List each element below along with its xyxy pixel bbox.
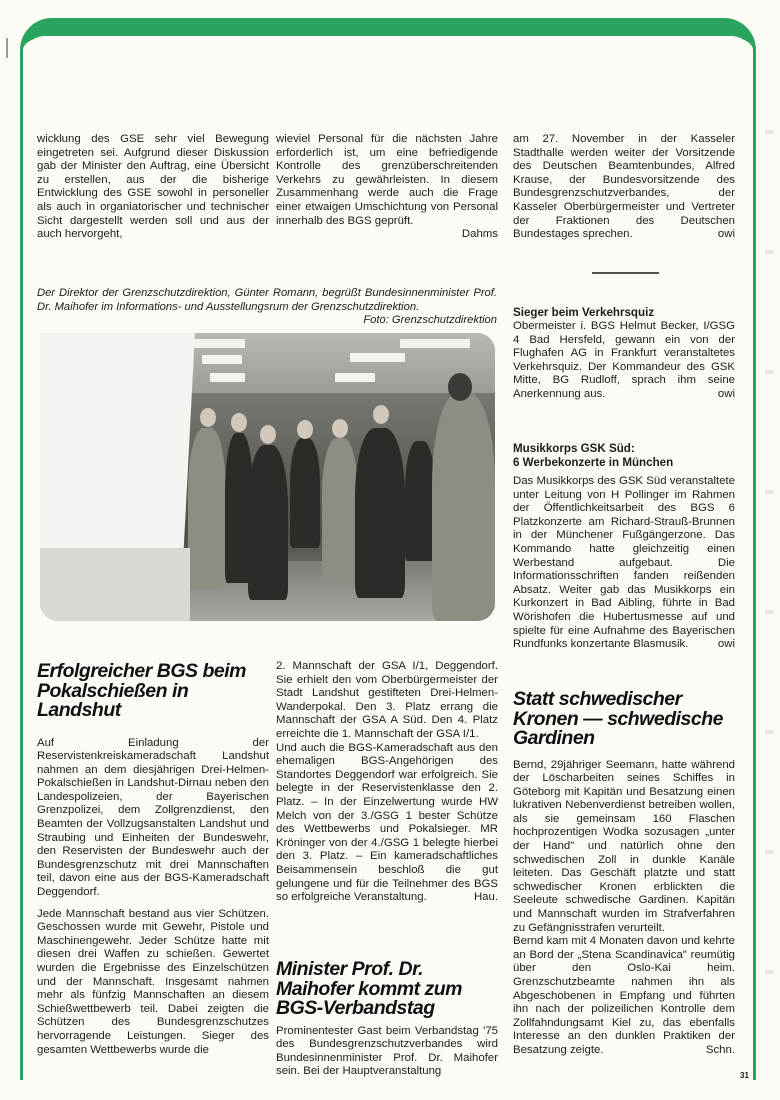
pokalschiessen-para2: Jede Mannschaft bestand aus vier Schützen. Geschossen wurde mit Gewehr, Pistole und Maschinengewehr. Jeder Schütze hatte mit diesen drei Waffen zu schießen. Gewertet wurden die Ergebnisse des Einzelschützen und der Mannschaft. Insgesamt nahmen mehr als fünfzig Mannschaften an diesem Schießwettbewerb teil. Dabei zeigten die Schützen des Bundesgrenzschutzes hervorragende Leistungen. Sieger des gesamten Wettbewerbs wurde die	[37, 907, 269, 1056]
news-photo	[40, 333, 495, 621]
continuation-text-1: wicklung des GSE sehr viel Bewegung eingetreten sei. Aufgrund dieser Diskussion gab der Minister den Auftrag, eine Übersicht zu erstellen, aus der die bisherige Entwicklung des GSE sowohl in personeller als auch in organiatorischer und technischer Sicht dargestellt werden soll und aus der auch hervorgeht,	[37, 133, 269, 241]
continuation-column-1	[37, 133, 269, 242]
continuation-column-3	[513, 133, 735, 242]
ceiling-light	[350, 353, 405, 362]
ceiling-light	[335, 373, 375, 382]
signature-hau: Hau.	[473, 891, 498, 904]
signature-dahms: Dahms	[461, 228, 498, 241]
musikkorps-title-line2: 6 Werbekonzerte in München	[513, 456, 674, 469]
person	[405, 441, 435, 561]
ceiling-light	[210, 373, 245, 382]
person-head	[448, 373, 472, 401]
pokalschiessen-para4: Und auch die BGS-Kameradschaft aus den ehemaligen BGS-Angehörigen des Standortes Deggendorf war erfolgreich. Sie belegte in der Reservistenklasse den 2. Platz. – In der Einzelwertung wurde HW Melch von der 3./GSG 1 bester Schütze des Wettbewerbs und Pokalsieger. MR Kröninger von der 4./GSG 1 belegte hierbei den 3. Platz. – Ein kameradschaftliches Beisammensein beschloß die gut gelungene und für die Teilnehmer des BGS so erfolgreiche Veranstaltung.	[276, 741, 498, 904]
article-pokalschiessen	[37, 662, 269, 1057]
pokalschiessen-para3: 2. Mannschaft der GSA I/1, Deggendorf. Sie erhielt den vom Oberbürgermeister der Stadt Landshut gestifteten Drei-Helmen-Wanderpokal. Den 3. Platz errang die Mannschaft der GSA A Süd. Den 4. Platz erreichte die 1. Mannschaft der GSA I/1.	[276, 660, 498, 740]
binder-mark	[6, 38, 8, 58]
photo-credit: Foto: Grenzschutzdirektion	[363, 314, 497, 327]
person	[355, 428, 405, 598]
gardinen-para2: Bernd kam mit 4 Monaten davon und kehrte an Bord der „Stena Scandinavica" reumütig über den Oslo-Kai heim. Grenzschutzbeamte nahmen ihn als Abgeschobenen in Empfang und führten ihn nach der polizeilichen Kontrolle dem Zollfahndungsamt Kiel zu, das ebenfalls Interesse an den dunklen Praktiken der Besatzung zeigte.	[513, 935, 735, 1056]
person-head	[200, 408, 216, 427]
signature-owi-2: owi	[717, 387, 735, 400]
person	[188, 428, 226, 588]
maihofer-headline: Minister Prof. Dr. Maihofer kommt zum BGS-Verbandstag	[276, 958, 463, 1019]
verkehrsquiz-title: Sieger beim Verkehrsquiz	[513, 306, 655, 319]
article-pokalschiessen-continued	[276, 660, 498, 905]
verkehrsquiz-body: Obermeister i. BGS Helmut Becker, I/GSG 4 Bad Hersfeld, gewann ein von der Flughafen AG in Frankfurt veranstaltetes Verkehrsquiz. Der Kommandeur des GSK Mitte, BG Rudloff, sprach ihm seine Anerkennung aus.	[513, 320, 735, 400]
scan-margin-marks	[765, 90, 773, 1070]
signature-schn: Schn.	[705, 1043, 735, 1056]
page-number: 31	[740, 1071, 749, 1080]
article-gardinen	[513, 690, 735, 1058]
gardinen-headline: Statt schwedischer Kronen — schwedische Gardinen	[513, 688, 723, 749]
article-verkehrsquiz	[513, 306, 735, 402]
person-head	[260, 425, 276, 444]
musikkorps-title	[513, 442, 735, 470]
continuation-column-2	[276, 133, 498, 242]
person-head	[373, 405, 389, 424]
continuation-text-3: am 27. November in der Kasseler Stadthalle werden weiter der Vorsitzende des Deutschen Beamtenbundes, Alfred Krause, der Bundesvorsitzende des Bundesgrenzschutzverbandes, der Kasseler Oberbürgermeister und Vertreter der Fraktionen des Deutschen Bundestages sprechen.	[513, 133, 735, 241]
gardinen-para1: Bernd, 29jähriger Seemann, hatte während der Löscharbeiten seines Schiffes in Göteborg mit Kapitän und Besatzung einen lukrativen Nebenverdienst betreiben wollen, als sie gemeinsam 160 Flaschen hochprozentigen Wodka sozusagen „unter der Hand" und natürlich ohne den schwedischen Zoll in dunkle Kanäle leiteten. Das Geschäft platzte und statt schwedischer Kronen erblickten die Seeleute schwedische Gardinen. Kapitän und Mannschaft wurden im Strafverfahren zu Gefängnisstrafen verurteilt.	[513, 758, 735, 934]
pokalschiessen-para1: Auf Einladung der Reservistenkreiskameradschaft Landshut nahmen an dem diesjährigen Drei-Helmen-Pokalschießen in Landshut-Dirnau neben den Landespolizeien, der Bayerischen Grenzpolizei, dem Zollgrenzdienst, den Beamten der Vollzugsanstalten Landshut und Straubing und Einheiten der Bundeswehr, den Reservisten der Bundeswehr auch der Bundesgrenzschutz mit drei Mannschaften teil, davon eine aus der BGS-Kameradschaft Deggendorf.	[37, 736, 269, 899]
pokalschiessen-headline: Erfolgreicher BGS beim Pokalschießen in Landshut	[37, 660, 246, 721]
musikkorps-title-line1: Musikkorps GSK Süd:	[513, 442, 635, 455]
ceiling-light	[190, 339, 245, 348]
article-maihofer	[276, 960, 498, 1079]
person-head	[231, 413, 247, 432]
ceiling-light	[202, 355, 242, 364]
signature-owi-3: owi	[717, 638, 735, 651]
ceiling-light	[400, 339, 470, 348]
article-separator	[592, 272, 659, 274]
person-head	[297, 420, 313, 439]
frame-inner-mask	[23, 36, 753, 76]
maihofer-body: Prominentester Gast beim Verbandstag '75 des Bundesgrenzschutzverbandes wird Bundesinnenminister Prof. Dr. Maihofer sein. Bei der Hauptveranstaltung	[276, 1024, 498, 1078]
photo-caption	[37, 287, 497, 328]
musikkorps-body: Das Musikkorps des GSK Süd veranstaltete unter Leitung von H Pollinger im Rahmen der Öffentlichkeitsarbeit des BGS 6 Platzkonzerte am Richard-Strauß-Brunnen in der Münchener Fußgängerzone. Das Kommando hatte gleichzeitig einen Werbestand aufgebaut. Die Informationsschriften fanden reißenden Absatz. Weiter gab das Musikkorps ein Kurkonzert in Bad Aibling, führte in Bad Wörishofen die Hubertusmesse auf und spielte für eine Aufnahme des Bayerischen Rundfunks konzertante Blasmusik.	[513, 475, 735, 651]
article-musikkorps	[513, 442, 735, 652]
display-board	[40, 333, 195, 558]
person-head	[332, 419, 348, 438]
person	[290, 438, 320, 548]
signature-owi-1: owi	[717, 228, 735, 241]
person-uniform	[432, 393, 495, 621]
person	[248, 445, 288, 600]
caption-text: Der Direktor der Grenzschutzdirektion, Günter Romann, begrüßt Bundesinnenminister Prof. Dr. Maihofer im Informations- und Ausstellungsrum der Grenzschutzdirektion.	[37, 287, 497, 313]
continuation-text-2: wieviel Personal für die nächsten Jahre erforderlich ist, um eine befriedigende Kontrolle des grenzüberschreitenden Verkehrs zu gewährleisten. In diesem Zusammenhang werde auch die Frage einer etwaigen Umschichtung von Personal innerhalb des BGS geprüft.	[276, 133, 498, 227]
display-stand	[40, 548, 190, 621]
person	[322, 438, 358, 578]
